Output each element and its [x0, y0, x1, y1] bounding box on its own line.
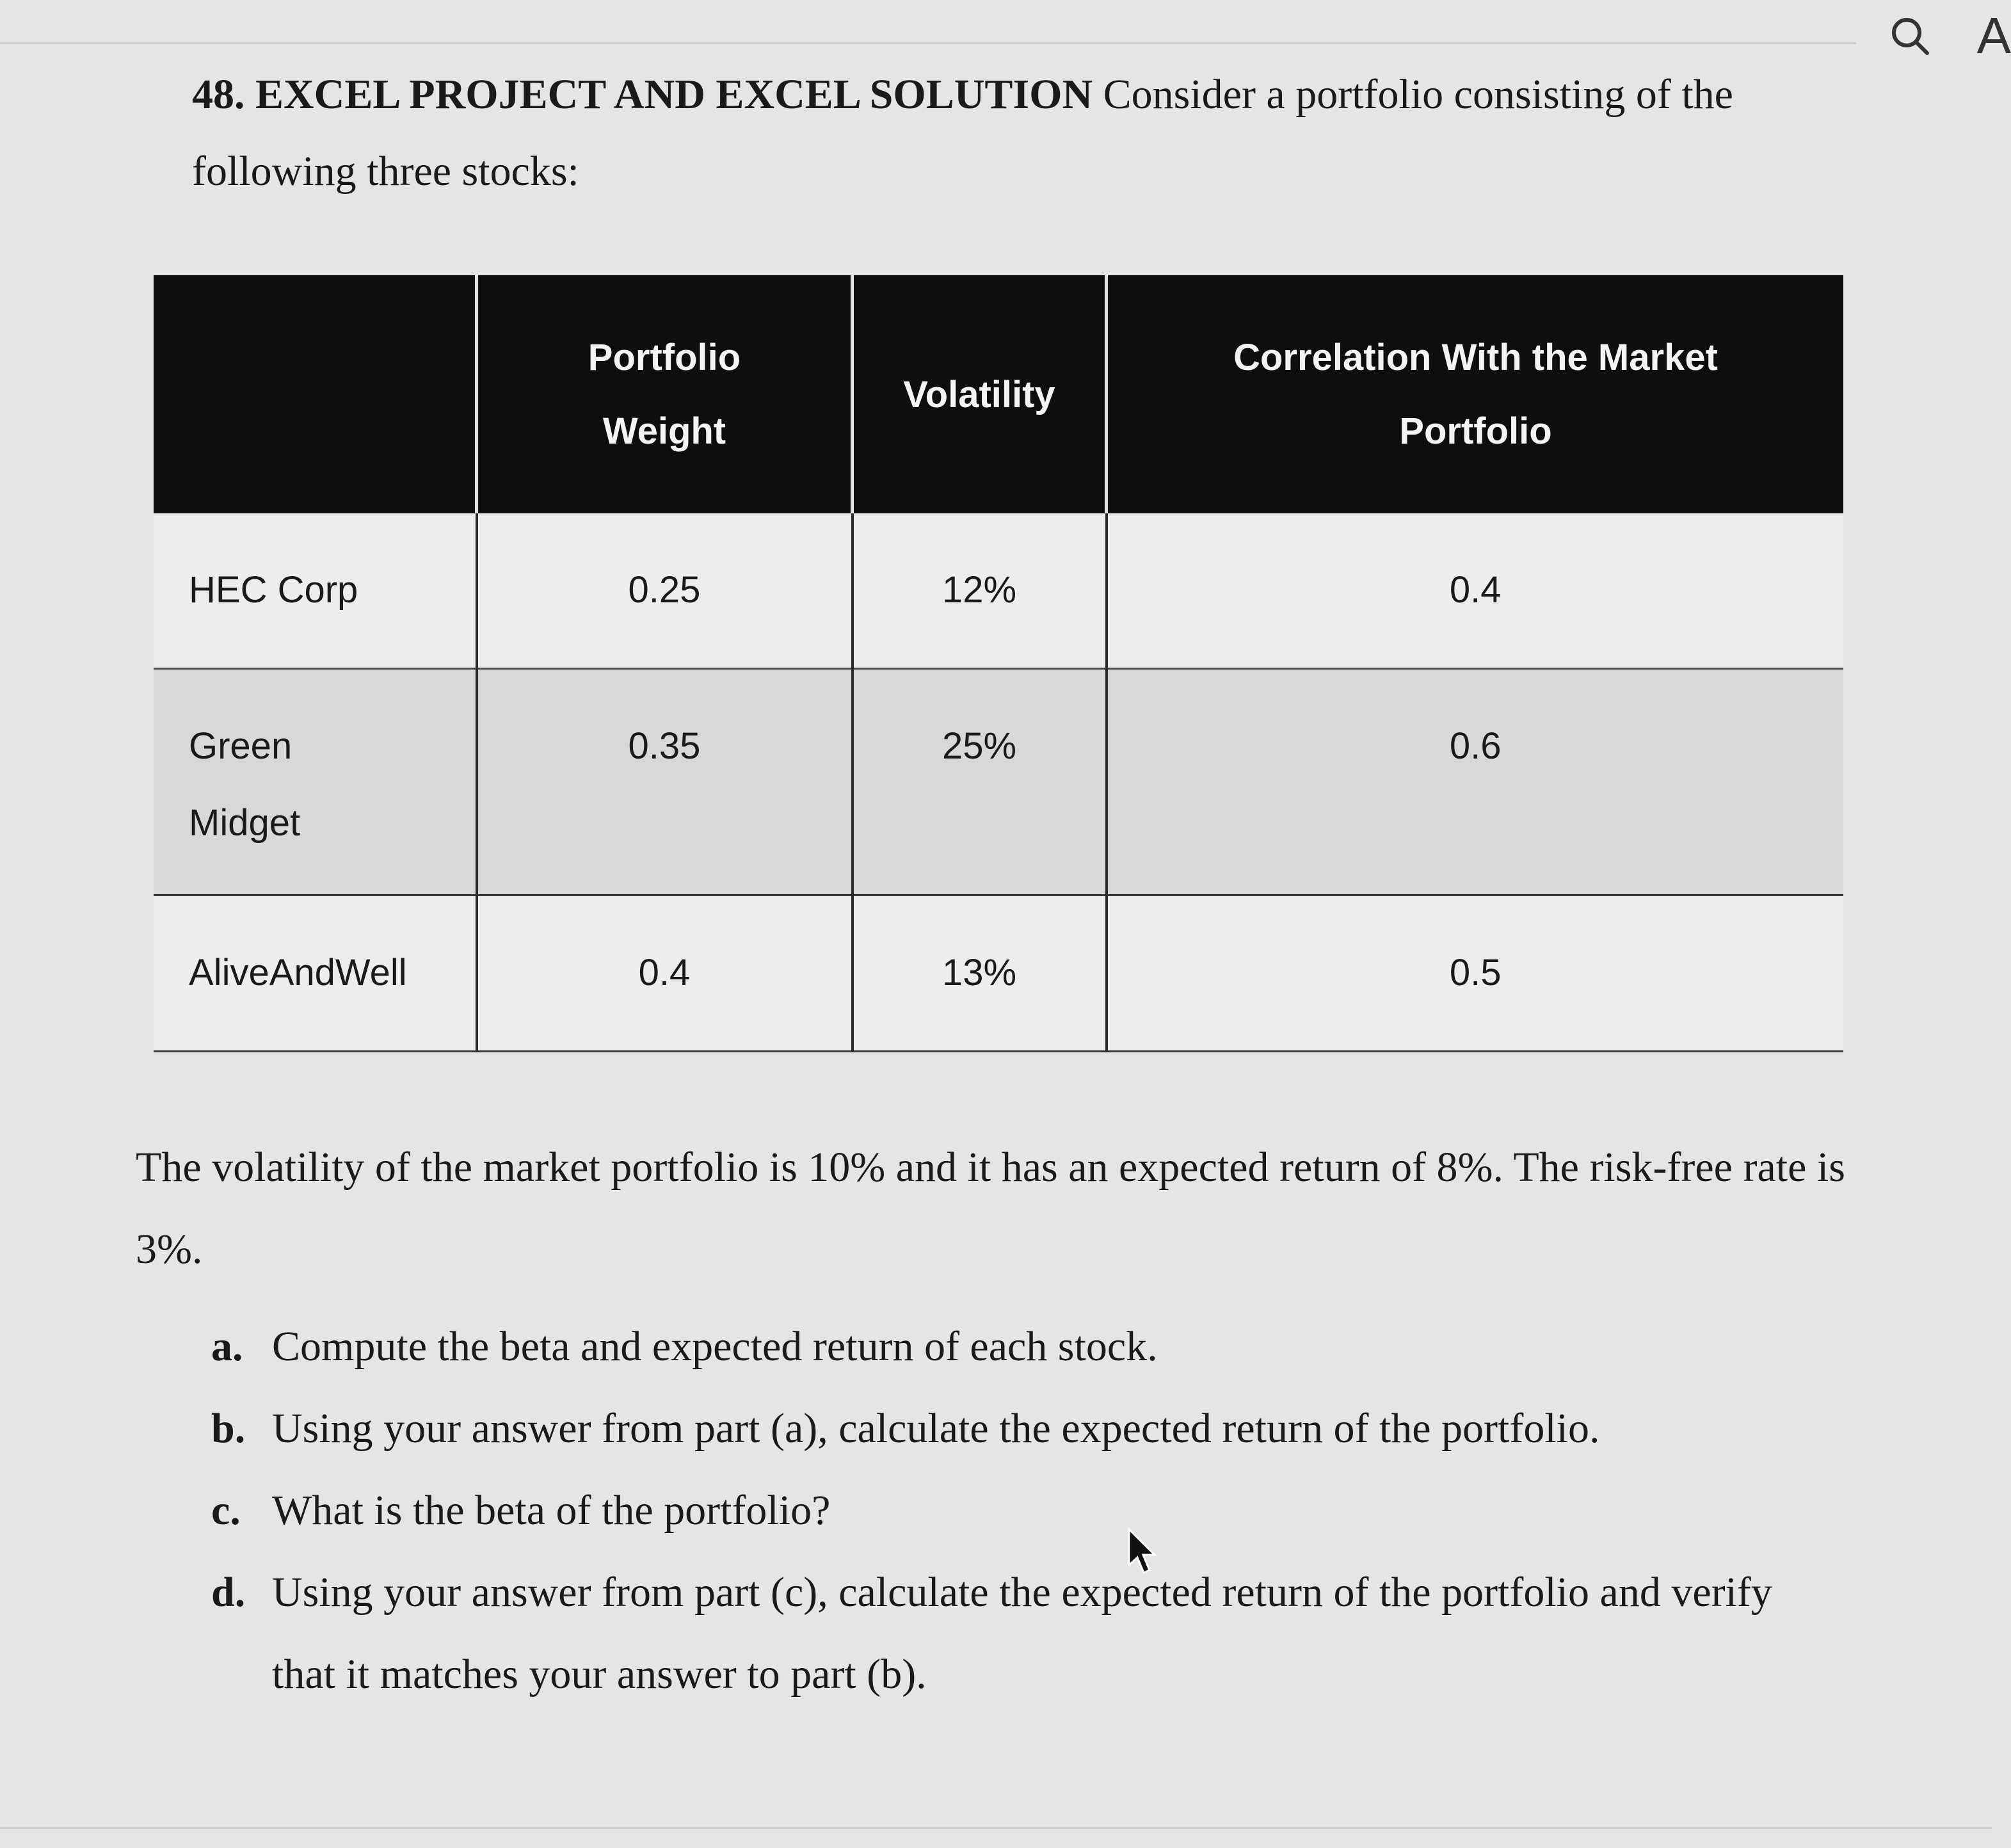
stock-volatility: 12%	[853, 513, 1107, 669]
top-divider	[0, 42, 1856, 44]
header-blank	[154, 275, 477, 513]
table-header-row	[154, 275, 1843, 513]
question-item	[211, 1552, 1811, 1715]
stock-weight: 0.4	[477, 896, 853, 1052]
search-icon[interactable]	[1887, 13, 1932, 58]
table-row	[154, 669, 1843, 896]
problem-heading	[192, 56, 1831, 210]
question-text: Compute the beta and expected return of each stock.	[272, 1323, 1158, 1370]
top-toolbar	[1887, 6, 2011, 65]
question-item	[211, 1470, 1811, 1552]
question-letter: a.	[211, 1323, 243, 1370]
question-text: Using your answer from part (c), calculate the expected return of the portfolio and verify that it matches your answer to part (b).	[272, 1569, 1772, 1698]
problem-intro: Consider a portfolio consisting of the following three stocks:	[192, 71, 1733, 195]
market-paragraph: The volatility of the market portfolio is 10% and it has an expected return of 8%. The risk-free rate is 3%.	[136, 1144, 1845, 1273]
stock-weight: 0.25	[477, 513, 853, 669]
stock-name: HEC Corp	[154, 513, 477, 669]
header-portfolio-weight: Portfolio Weight	[477, 275, 853, 513]
question-item	[211, 1306, 1811, 1388]
question-text: Using your answer from part (a), calculate the expected return of the portfolio.	[272, 1405, 1600, 1452]
stock-volatility: 25%	[853, 669, 1107, 896]
problem-number: 48.	[192, 71, 245, 118]
header-correlation: Correlation With the Market Portfolio	[1107, 275, 1844, 513]
question-text: What is the beta of the portfolio?	[272, 1487, 831, 1534]
bottom-divider	[0, 1827, 1992, 1829]
header-volatility: Volatility	[853, 275, 1107, 513]
question-item	[211, 1388, 1811, 1470]
stock-correlation: 0.5	[1107, 896, 1844, 1052]
stock-name: AliveAndWell	[154, 896, 477, 1052]
stock-correlation: 0.6	[1107, 669, 1844, 896]
stock-volatility: 13%	[853, 896, 1107, 1052]
table-row	[154, 513, 1843, 669]
mouse-cursor-icon	[1126, 1527, 1158, 1578]
question-letter: d.	[211, 1569, 246, 1616]
stocks-table	[154, 275, 1843, 1052]
stock-name: Green Midget	[154, 669, 477, 896]
font-size-button[interactable]: A	[1976, 7, 2011, 64]
table-row	[154, 896, 1843, 1052]
question-letter: b.	[211, 1405, 246, 1452]
question-list	[211, 1306, 1811, 1715]
problem-title: EXCEL PROJECT AND EXCEL SOLUTION	[255, 71, 1093, 118]
stock-weight: 0.35	[477, 669, 853, 896]
question-letter: c.	[211, 1487, 241, 1534]
stock-correlation: 0.4	[1107, 513, 1844, 669]
